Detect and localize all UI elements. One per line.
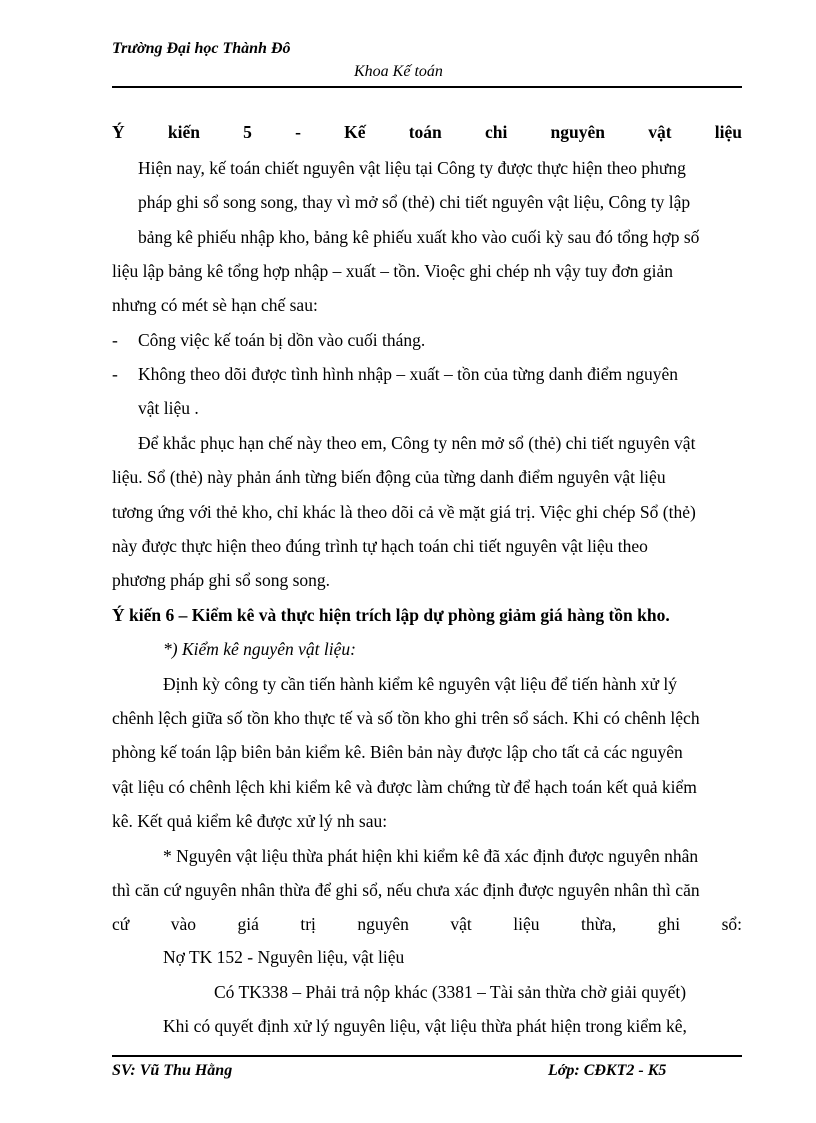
header-school: Trường Đại học Thành Đô <box>112 40 291 57</box>
footer-rule <box>112 1055 742 1057</box>
paragraph-line: Để khắc phục hạn chế này theo em, Công ty nên mở sổ (thẻ) chi tiết nguyên vật <box>138 433 696 453</box>
list-item: Không theo dõi được tình hình nhập – xuất – tồn của từng danh điểm nguyên <box>138 364 679 384</box>
paragraph-line: phòng kế toán lập biên bản kiểm kê. Biên bản này được lập cho tất cả các nguyên <box>112 742 683 762</box>
list-item-continuation: vật liệu . <box>138 398 199 418</box>
list-bullet: - <box>112 364 118 384</box>
entry-debit: Nợ TK 152 - Nguyên liệu, vật liệu <box>163 947 405 967</box>
paragraph-line: kê. Kết quả kiểm kê được xử lý nh sau: <box>112 811 388 831</box>
paragraph-line: phương pháp ghi sổ song song. <box>112 570 331 590</box>
heading-opinion-5: Ý kiến 5 - Kế toán chi nguyên vật liệu <box>112 122 742 142</box>
paragraph-line: chênh lệch giữa số tồn kho thực tế và số tồn kho ghi trên sổ sách. Khi có chênh lệch <box>112 708 700 728</box>
entry-credit: Có TK338 – Phải trả nộp khác (3381 – Tài sản thừa chờ giải quyết) <box>214 982 687 1002</box>
paragraph-line: pháp ghi sổ song song, thay vì mở sổ (thẻ) chi tiết nguyên vật liệu, Công ty lập <box>138 192 691 212</box>
heading-opinion-6: Ý kiến 6 – Kiểm kê và thực hiện trích lập dự phòng giảm giá hàng tồn kho. <box>112 605 670 625</box>
paragraph-line: tương ứng với thẻ kho, chỉ khác là theo dõi cả về mặt giá trị. Việc ghi chép Sổ (thẻ) <box>112 502 696 522</box>
paragraph-line: vật liệu có chênh lệch khi kiểm kê và được làm chứng từ để hạch toán kết quả kiểm <box>112 777 697 797</box>
list-item: Công việc kế toán bị dồn vào cuối tháng. <box>138 330 426 350</box>
header-faculty: Khoa Kế toán <box>354 63 443 80</box>
list-bullet: - <box>112 330 118 350</box>
paragraph-line: Hiện nay, kế toán chiết nguyên vật liệu tại Công ty được thực hiện theo phưng <box>138 158 686 178</box>
paragraph-line: Khi có quyết định xử lý nguyên liệu, vật liệu thừa phát hiện trong kiểm kê, <box>163 1016 687 1036</box>
footer-student: SV: Vũ Thu Hằng <box>112 1062 233 1079</box>
footer-class: Lớp: CĐKT2 - K5 <box>548 1062 667 1079</box>
paragraph-line: * Nguyên vật liệu thừa phát hiện khi kiểm kê đã xác định được nguyên nhân <box>163 846 699 866</box>
paragraph-line: thì căn cứ nguyên nhân thừa để ghi sổ, nếu chưa xác định được nguyên nhân thì căn <box>112 880 700 900</box>
paragraph-line: cứ vào giá trị nguyên vật liệu thừa, ghi sổ: <box>112 914 742 934</box>
paragraph-line: Định kỳ công ty cần tiến hành kiểm kê nguyên vật liệu để tiến hành xử lý <box>163 674 677 694</box>
paragraph-line: này được thực hiện theo đúng trình tự hạch toán chi tiết nguyên vật liệu theo <box>112 536 648 556</box>
subheading-inventory: *) Kiểm kê nguyên vật liệu: <box>163 639 356 659</box>
paragraph-line: liệu lập bảng kê tổng hợp nhập – xuất – tồn. Vioệc ghi chép nh vậy tuy đơn giản <box>112 261 673 281</box>
header-rule <box>112 86 742 88</box>
paragraph-line: nhưng có mét sè hạn chế sau: <box>112 295 318 315</box>
paragraph-line: liệu. Sổ (thẻ) này phản ánh từng biến động của từng danh điểm nguyên vật liệu <box>112 467 666 487</box>
paragraph-line: bảng kê phiếu nhập kho, bảng kê phiếu xuất kho vào cuối kỳ sau đó tổng hợp số <box>138 227 700 247</box>
